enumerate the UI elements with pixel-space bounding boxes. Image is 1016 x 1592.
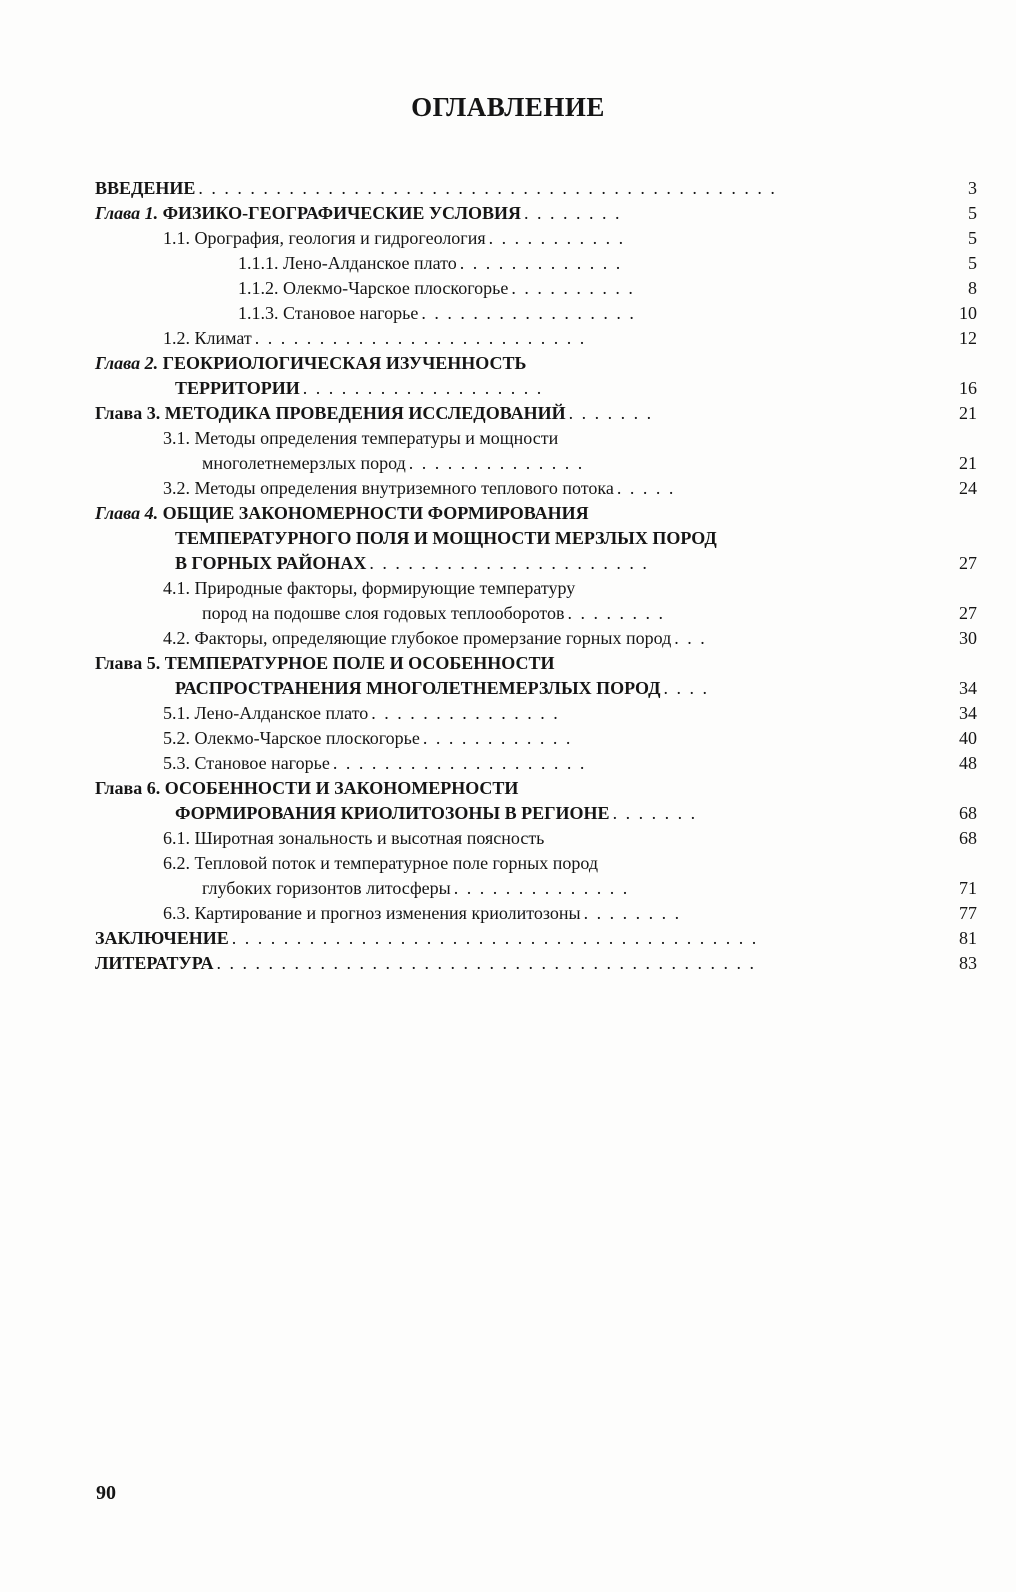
- leader-dots: ......................: [369, 553, 656, 573]
- toc-page-number: 83: [959, 953, 977, 973]
- toc-entry[interactable]: [95, 801, 977, 826]
- toc-entry-title: 5.1. Лено-Алданское плато: [163, 703, 369, 723]
- toc-page-number: 27: [959, 553, 977, 573]
- toc-entry-title: В ГОРНЫХ РАЙОНАХ: [175, 553, 367, 573]
- page-number: 90: [96, 1482, 116, 1504]
- toc-entry[interactable]: [95, 276, 977, 301]
- toc-entry[interactable]: [95, 351, 977, 376]
- leader-dots: ...: [674, 628, 714, 648]
- toc-page-number: 30: [959, 628, 977, 648]
- leader-dots: ...................: [302, 378, 550, 398]
- toc-entry[interactable]: [95, 301, 977, 326]
- toc-page-number: 21: [959, 453, 977, 473]
- toc-entry-title: 3.1. Методы определения температуры и мощности: [163, 428, 559, 448]
- toc-entry-title: 1.2. Климат: [163, 328, 252, 348]
- toc-page-number: 8: [968, 278, 977, 298]
- toc-entry[interactable]: [95, 376, 977, 401]
- toc-entry[interactable]: [95, 226, 977, 251]
- toc-page-number: 48: [959, 753, 977, 773]
- toc-entry[interactable]: [95, 776, 977, 801]
- toc-entry-title: 1.1.3. Становое нагорье: [238, 303, 419, 323]
- toc-entry-title: 6.3. Картирование и прогноз изменения криолитозоны: [163, 903, 581, 923]
- toc-entry-title: ТЕРРИТОРИИ: [175, 378, 300, 398]
- toc-page-number: 21: [959, 403, 977, 423]
- toc-page-number: 81: [959, 928, 977, 948]
- leader-dots: .............: [459, 253, 629, 273]
- chapter-prefix: Глава 4.: [95, 503, 159, 523]
- toc-page-number: 68: [959, 803, 977, 823]
- leader-dots: .......: [612, 803, 704, 823]
- toc-entry-title: 6.2. Тепловой поток и температурное поле горных пород: [163, 853, 598, 873]
- toc-entry[interactable]: [95, 501, 977, 526]
- toc-page-number: 12: [959, 328, 977, 348]
- leader-dots: ..........................: [254, 328, 593, 348]
- toc-entry-title: многолетнемерзлых пород: [202, 453, 406, 473]
- toc-entry[interactable]: [95, 751, 977, 776]
- toc-entry[interactable]: [95, 676, 977, 701]
- toc-entry-title: 3.2. Методы определения внутриземного теплового потока: [163, 478, 614, 498]
- toc-entry[interactable]: [95, 551, 977, 576]
- toc-entry-title: ЛИТЕРАТУРА: [95, 953, 214, 973]
- toc-entry[interactable]: [95, 851, 977, 876]
- toc-page-number: 40: [959, 728, 977, 748]
- toc-page-number: 5: [968, 203, 977, 223]
- chapter-prefix: Глава 2.: [95, 353, 159, 373]
- leader-dots: ........: [524, 203, 629, 223]
- toc-entry[interactable]: [95, 176, 977, 201]
- leader-dots: ..............: [453, 878, 636, 898]
- leader-dots: ...........: [488, 228, 632, 248]
- leader-dots: ....: [663, 678, 716, 698]
- leader-dots: ............: [422, 728, 579, 748]
- leader-dots: ..........: [511, 278, 642, 298]
- toc-entry[interactable]: [95, 201, 977, 226]
- toc-entry-title: ФИЗИКО-ГЕОГРАФИЧЕСКИЕ УСЛОВИЯ: [158, 203, 522, 223]
- leader-dots: .................: [421, 303, 643, 323]
- toc-entry-title: 1.1.1. Лено-Алданское плато: [238, 253, 457, 273]
- toc-entry[interactable]: [95, 251, 977, 276]
- page-title: ОГЛАВЛЕНИЕ: [411, 92, 605, 122]
- toc-entry[interactable]: [95, 876, 977, 901]
- leader-dots: ........: [567, 603, 672, 623]
- toc-page-number: 34: [959, 678, 977, 698]
- toc-entry-title: глубоких горизонтов литосферы: [202, 878, 451, 898]
- toc-entry[interactable]: [95, 326, 977, 351]
- toc-page-number: 27: [959, 603, 977, 623]
- toc-entry-title: ТЕМПЕРАТУРНОГО ПОЛЯ И МОЩНОСТИ МЕРЗЛЫХ ПОРОД: [175, 528, 717, 548]
- toc-entry[interactable]: [95, 526, 977, 551]
- toc-entry-title: ОБЩИЕ ЗАКОНОМЕРНОСТИ ФОРМИРОВАНИЯ: [158, 503, 589, 523]
- toc-entry-title: ВВЕДЕНИЕ: [95, 178, 196, 198]
- leader-dots: .......: [568, 403, 660, 423]
- toc-entry[interactable]: [95, 601, 977, 626]
- table-of-contents: [95, 176, 977, 976]
- leader-dots: ..............: [408, 453, 591, 473]
- toc-page-number: 10: [959, 303, 977, 323]
- toc-entry[interactable]: [95, 651, 977, 676]
- toc-entry-title: ЗАКЛЮЧЕНИЕ: [95, 928, 229, 948]
- toc-page-number: 77: [959, 903, 977, 923]
- leader-dots: ....................: [332, 753, 593, 773]
- toc-entry-title: Глава 6. ОСОБЕННОСТИ И ЗАКОНОМЕРНОСТИ: [95, 778, 519, 798]
- leader-dots: .........................................: [231, 928, 765, 948]
- toc-page-number: 71: [959, 878, 977, 898]
- leader-dots: ...............: [371, 703, 567, 723]
- leader-dots: ..........................................: [216, 953, 763, 973]
- toc-entry[interactable]: [95, 576, 977, 601]
- toc-entry-title: 5.3. Становое нагорье: [163, 753, 330, 773]
- toc-page-number: 68: [959, 828, 977, 848]
- toc-entry[interactable]: [95, 701, 977, 726]
- toc-entry[interactable]: [95, 726, 977, 751]
- leader-dots: ........: [583, 903, 688, 923]
- toc-entry-title: пород на подошве слоя годовых теплооборотов: [202, 603, 565, 623]
- chapter-prefix: Глава 1.: [95, 203, 159, 223]
- toc-entry[interactable]: [95, 926, 977, 951]
- leader-dots: .............................................: [198, 178, 784, 198]
- toc-page-number: 16: [959, 378, 977, 398]
- toc-entry[interactable]: [95, 826, 977, 851]
- toc-entry-title: 4.2. Факторы, определяющие глубокое промерзание горных пород: [163, 628, 672, 648]
- toc-page-number: 24: [959, 478, 977, 498]
- toc-entry-title: 6.1. Широтная зональность и высотная поясность: [163, 828, 545, 848]
- toc-entry[interactable]: [95, 426, 977, 451]
- toc-entry-title: Глава 5. ТЕМПЕРАТУРНОЕ ПОЛЕ И ОСОБЕННОСТИ: [95, 653, 555, 673]
- toc-page-number: 3: [968, 178, 977, 198]
- toc-entry[interactable]: [95, 451, 977, 476]
- leader-dots: .....: [616, 478, 682, 498]
- toc-entry-title: Глава 3. МЕТОДИКА ПРОВЕДЕНИЯ ИССЛЕДОВАНИЙ: [95, 403, 566, 423]
- toc-entry[interactable]: [95, 901, 977, 926]
- toc-page-number: 5: [968, 228, 977, 248]
- toc-entry-title: 1.1. Орография, геология и гидрогеология: [163, 228, 486, 248]
- toc-entry[interactable]: [95, 476, 977, 501]
- toc-entry-title: 1.1.2. Олекмо-Чарское плоскогорье: [238, 278, 509, 298]
- toc-entry-title: ФОРМИРОВАНИЯ КРИОЛИТОЗОНЫ В РЕГИОНЕ: [175, 803, 610, 823]
- toc-page-number: 34: [959, 703, 977, 723]
- toc-entry[interactable]: [95, 401, 977, 426]
- toc-entry-title: 4.1. Природные факторы, формирующие температуру: [163, 578, 576, 598]
- toc-page-number: 5: [968, 253, 977, 273]
- toc-entry-title: 5.2. Олекмо-Чарское плоскогорье: [163, 728, 420, 748]
- toc-entry[interactable]: [95, 626, 977, 651]
- toc-entry-title: РАСПРОСТРАНЕНИЯ МНОГОЛЕТНЕМЕРЗЛЫХ ПОРОД: [175, 678, 661, 698]
- toc-entry-title: ГЕОКРИОЛОГИЧЕСКАЯ ИЗУЧЕННОСТЬ: [158, 353, 527, 373]
- toc-entry[interactable]: [95, 951, 977, 976]
